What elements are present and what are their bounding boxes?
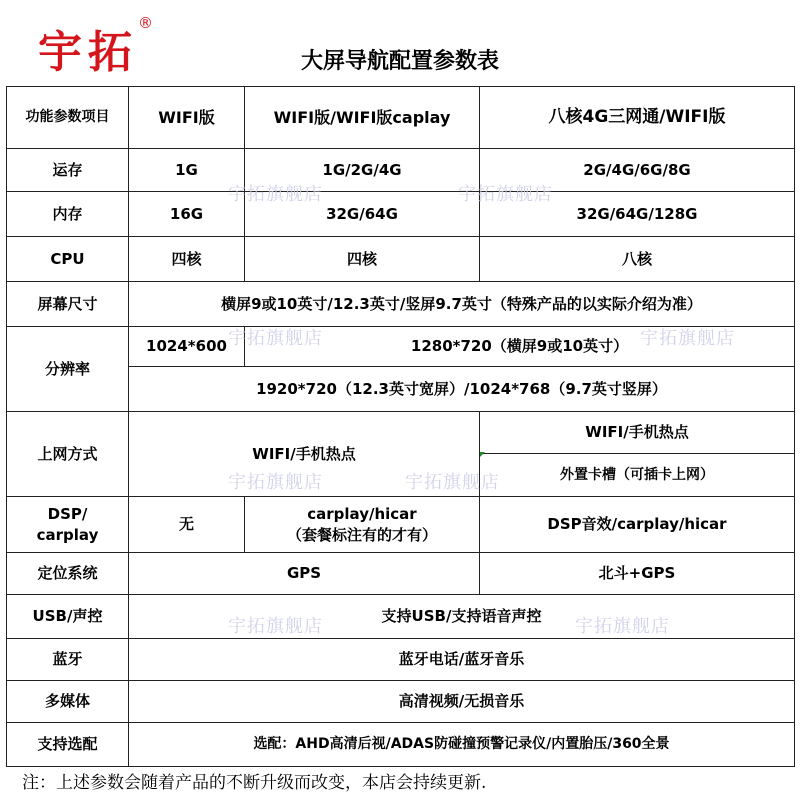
row-label-storage: 内存	[7, 192, 129, 237]
dsp-label-line2: carplay	[36, 525, 99, 544]
green-corner-marker	[480, 452, 485, 457]
dsp-col3: DSP音效/carplay/hicar	[480, 497, 795, 553]
watermark: 宇拓旗舰店	[575, 616, 670, 637]
cpu-col1: 四核	[129, 237, 245, 282]
watermark: 宇拓旗舰店	[228, 472, 323, 493]
cpu-col2: 四核	[245, 237, 480, 282]
watermark: 宇拓旗舰店	[228, 616, 323, 637]
dsp-col2-line1: carplay/hicar	[307, 505, 417, 524]
network-col12: WIFI/手机热点	[129, 412, 480, 497]
table-row-cpu	[7, 237, 795, 282]
table-row-media	[7, 681, 795, 723]
storage-col3: 32G/64G/128G	[480, 192, 795, 237]
table-row-ram	[7, 149, 795, 192]
table-row-options	[7, 723, 795, 767]
table-row-network	[7, 412, 795, 454]
brand-logo-text: 宇拓	[38, 27, 138, 78]
row-label-network: 上网方式	[7, 412, 129, 497]
header-col2: WIFI版/WIFI版caplay	[245, 87, 480, 149]
watermark: 宇拓旗舰店	[405, 472, 500, 493]
dsp-col2-line2: （套餐标注有的才有）	[286, 525, 437, 544]
row-label-resolution: 分辨率	[7, 327, 129, 412]
table-row-screen	[7, 282, 795, 327]
usb-value: 支持USB/支持语音声控	[129, 595, 795, 639]
ram-col1: 1G	[129, 149, 245, 192]
network-col3b: 外置卡槽（可插卡上网）	[480, 454, 795, 497]
watermark: 宇拓旗舰店	[458, 184, 553, 205]
ram-col2: 1G/2G/4G	[245, 149, 480, 192]
row-label-usb: USB/声控	[7, 595, 129, 639]
ram-col3: 2G/4G/6G/8G	[480, 149, 795, 192]
header-col1: WIFI版	[129, 87, 245, 149]
resolution-line2: 1920*720（12.3英寸宽屏）/1024*768（9.7英寸竖屏）	[129, 367, 795, 412]
row-label-dsp	[7, 497, 129, 553]
row-label-bt: 蓝牙	[7, 639, 129, 681]
dsp-label-line1: DSP/	[47, 505, 88, 524]
row-label-gps: 定位系统	[7, 553, 129, 595]
gps-col12: GPS	[129, 553, 480, 595]
storage-col1: 16G	[129, 192, 245, 237]
watermark: 宇拓旗舰店	[228, 328, 323, 349]
header-col3: 八核4G三网通/WIFI版	[480, 87, 795, 149]
table-row-header	[7, 87, 795, 149]
footer-note: 注：上述参数会随着产品的不断升级而改变，本店会持续更新.	[22, 773, 487, 793]
table-row-usb	[7, 595, 795, 639]
dsp-col2	[245, 497, 480, 553]
options-value: 选配：AHD高清后视/ADAS防碰撞预警记录仪/内置胎压/360全景	[129, 723, 795, 767]
screen-value: 横屏9或10英寸/12.3英寸/竖屏9.7英寸（特殊产品的以实际介绍为准）	[129, 282, 795, 327]
media-value: 高清视频/无损音乐	[129, 681, 795, 723]
network-col3a: WIFI/手机热点	[480, 412, 795, 454]
table-row-bt	[7, 639, 795, 681]
resolution-col23: 1280*720（横屏9或10英寸）	[245, 327, 795, 367]
watermark: 宇拓旗舰店	[640, 328, 735, 349]
spec-table	[6, 86, 795, 767]
table-row-resolution	[7, 327, 795, 367]
header-item: 功能参数项目	[7, 87, 129, 149]
table-row-gps	[7, 553, 795, 595]
row-label-screen: 屏幕尺寸	[7, 282, 129, 327]
dsp-col1: 无	[129, 497, 245, 553]
registered-mark: ®	[138, 14, 153, 32]
table-row-dsp	[7, 497, 795, 553]
bt-value: 蓝牙电话/蓝牙音乐	[129, 639, 795, 681]
cpu-col3: 八核	[480, 237, 795, 282]
row-label-cpu: CPU	[7, 237, 129, 282]
row-label-options: 支持选配	[7, 723, 129, 767]
table-row-storage	[7, 192, 795, 237]
page-title: 大屏导航配置参数表	[300, 49, 499, 74]
row-label-media: 多媒体	[7, 681, 129, 723]
storage-col2: 32G/64G	[245, 192, 480, 237]
watermark: 宇拓旗舰店	[228, 184, 323, 205]
row-label-ram: 运存	[7, 149, 129, 192]
resolution-col1: 1024*600	[129, 327, 245, 367]
gps-col3: 北斗+GPS	[480, 553, 795, 595]
